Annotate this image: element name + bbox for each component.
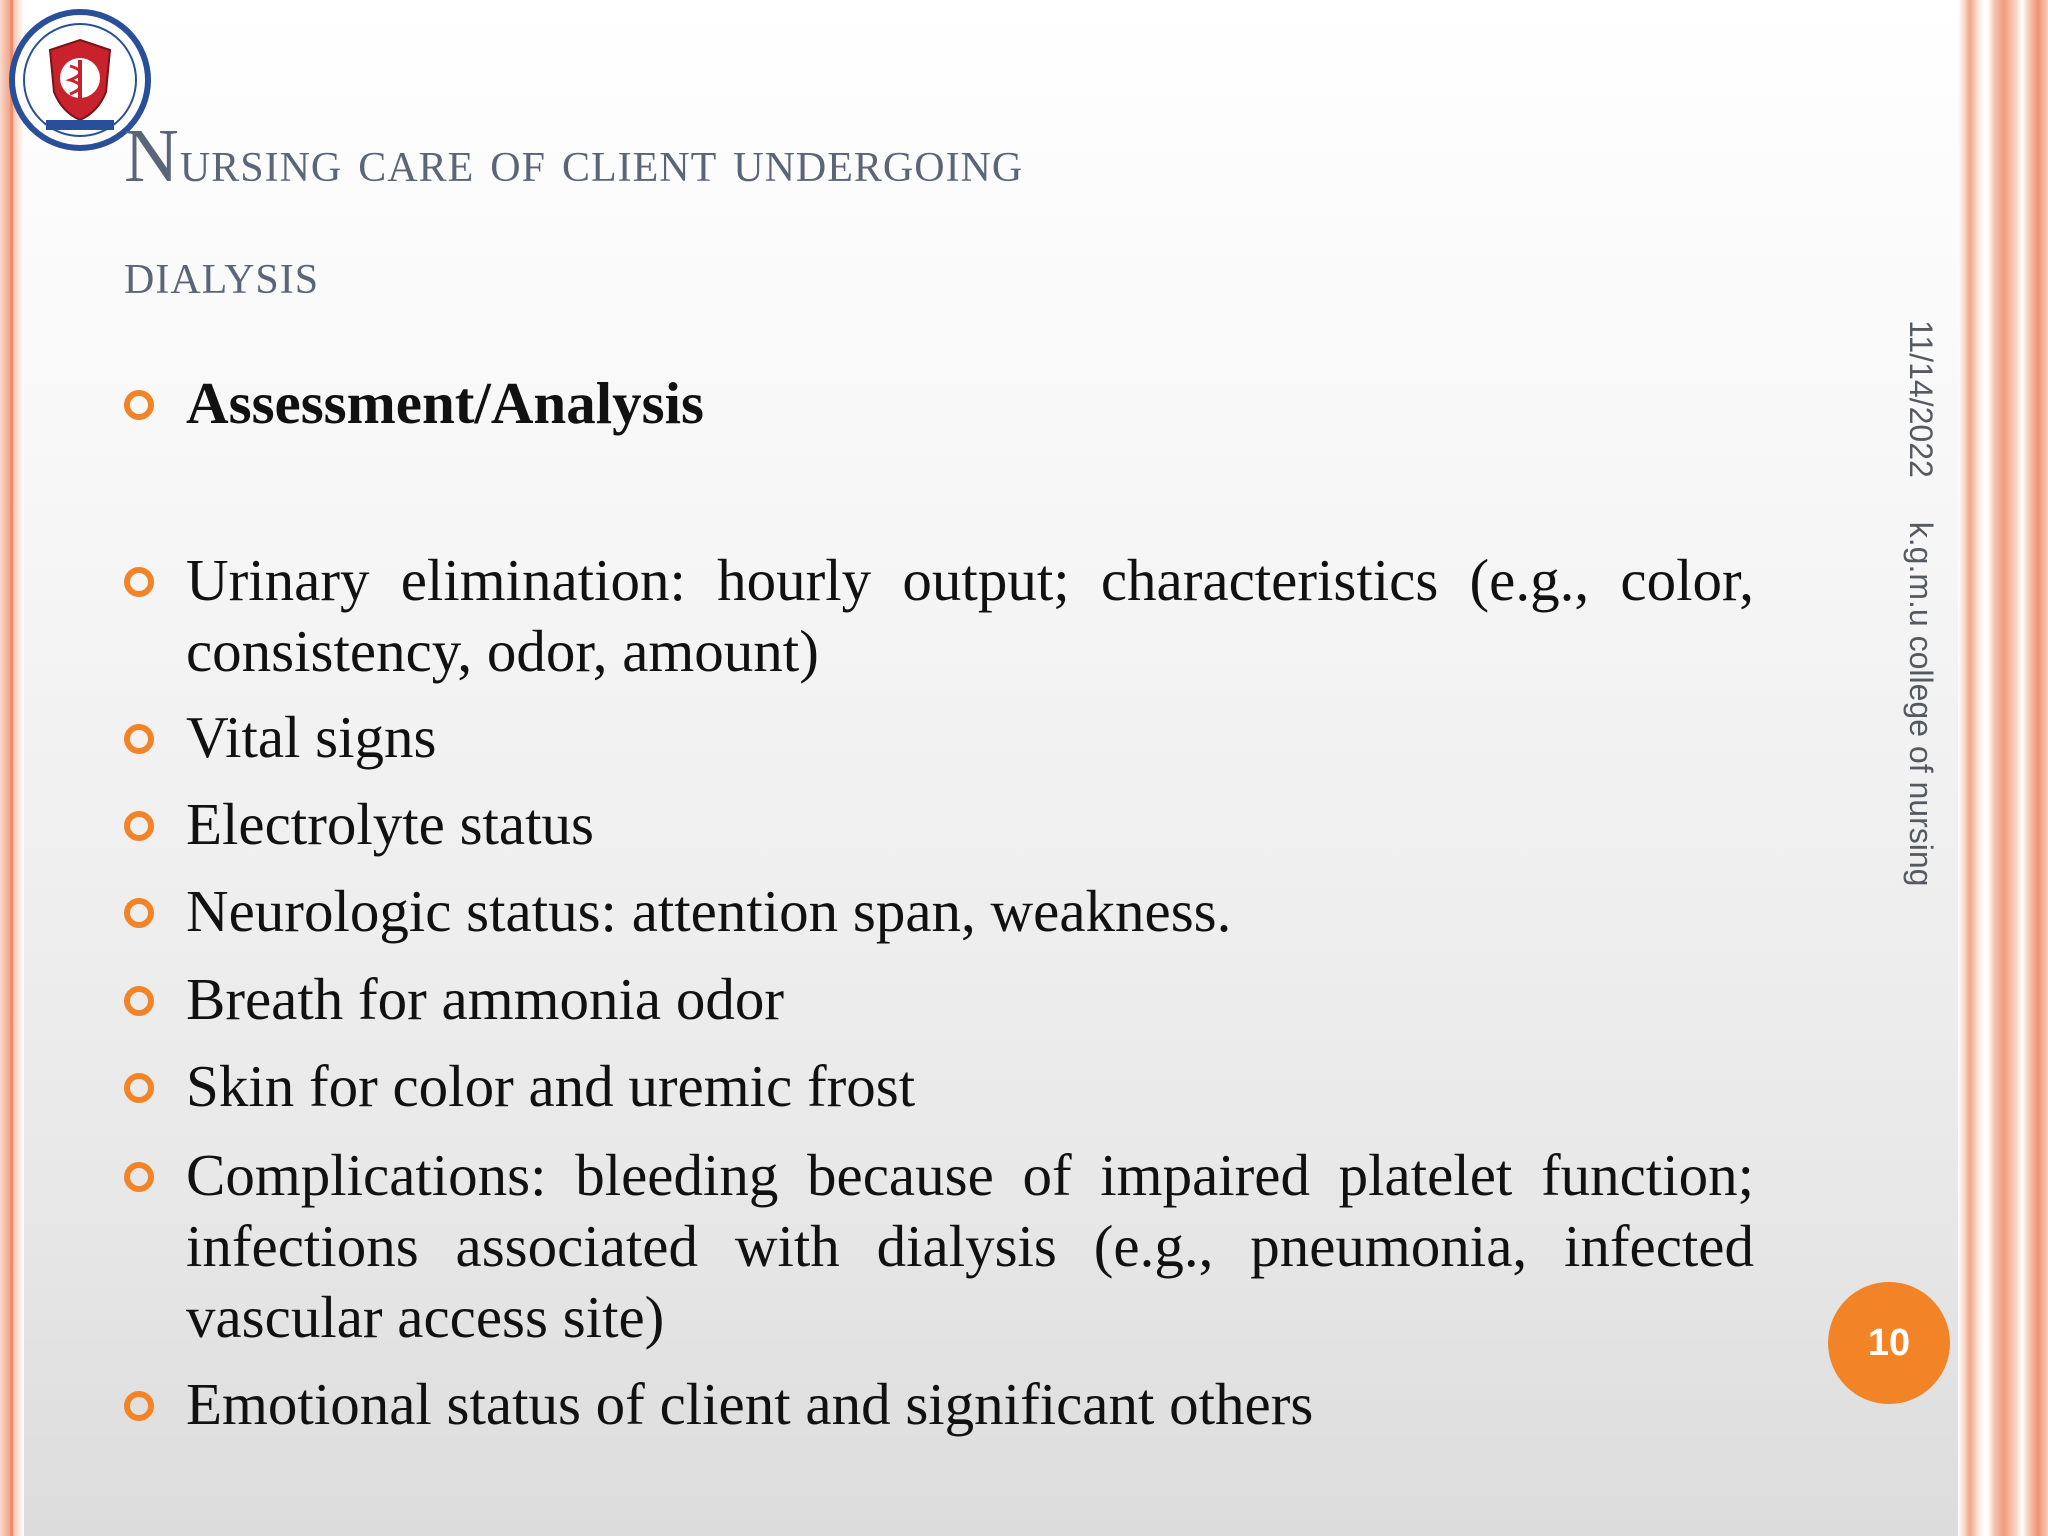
title-line-1	[124, 100, 1684, 217]
list-item	[124, 368, 1754, 439]
list-item-text: Emotional status of client and significant others	[186, 1371, 1314, 1437]
institution-name: k.g.m.u college of nursing	[1903, 521, 1939, 887]
bullet-circle-icon	[124, 1140, 186, 1353]
bullet-circle-icon	[124, 876, 186, 947]
title-line-2: dialysis	[124, 240, 320, 306]
list-item-text: Neurologic status: attention span, weakness.	[186, 878, 1232, 944]
bullet-circle-icon	[124, 368, 186, 439]
list-item	[124, 789, 1754, 860]
page-number-badge: 10	[1828, 1282, 1950, 1404]
slide-date: 11/14/2022	[1903, 320, 1939, 478]
bullet-circle-icon	[124, 1051, 186, 1122]
list-item	[124, 702, 1754, 773]
list-item-text: Breath for ammonia odor	[186, 966, 785, 1032]
bullet-circle-icon	[124, 964, 186, 1035]
list-item-text: Urinary elimination: hourly output; characteristics (e.g., color, consistency, odor, amount)	[186, 547, 1754, 684]
right-decorative-border	[1958, 0, 2048, 1536]
list-item-text: Vital signs	[186, 704, 437, 770]
list-item	[124, 876, 1754, 947]
title-first-letter: N	[124, 114, 180, 198]
list-item-text: Electrolyte status	[186, 791, 594, 857]
slide-title	[124, 100, 1684, 329]
list-item-text: Skin for color and uremic frost	[186, 1053, 916, 1119]
list-item-text: Complications: bleeding because of impaired platelet function; infections associated with dialysis (e.g., pneumonia, infected vascular access site)	[186, 1142, 1754, 1350]
list-item	[124, 1369, 1754, 1440]
list-item-text: Assessment/Analysis	[186, 370, 704, 436]
bullet-circle-icon	[124, 702, 186, 773]
bullet-circle-icon	[124, 545, 186, 687]
list-item	[124, 964, 1754, 1035]
left-decorative-border	[0, 0, 24, 1536]
bullet-circle-icon	[124, 1369, 186, 1440]
list-item	[124, 1140, 1754, 1353]
bullet-circle-icon	[124, 789, 186, 860]
list-item	[124, 1051, 1754, 1122]
slide-footer-vertical	[1902, 320, 1939, 886]
title-line-1-rest: ursing care of client undergoing	[179, 128, 1024, 194]
list-item	[124, 545, 1754, 687]
